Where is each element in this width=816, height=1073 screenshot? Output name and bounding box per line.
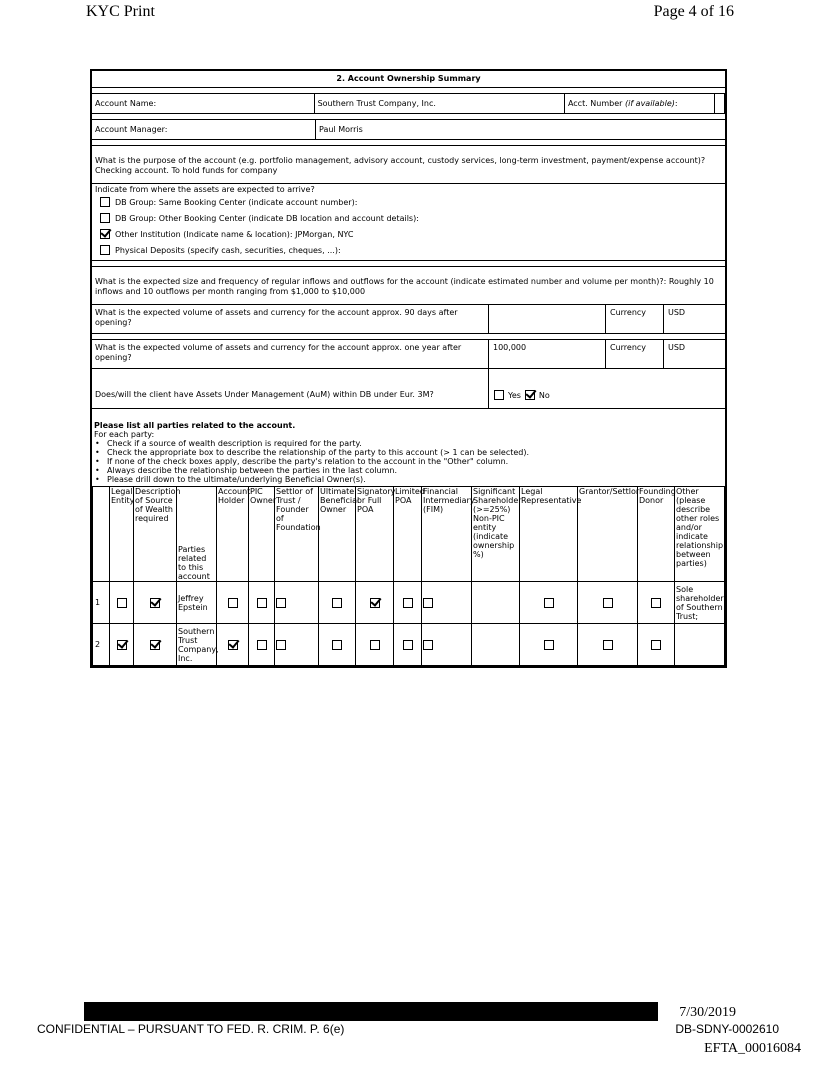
aum-question: Does/will the client have Assets Under Management (AuM) within DB under Eur. 3M? (92, 369, 489, 408)
signatory-checkbox[interactable] (370, 640, 380, 650)
significant-shareholder-value (472, 624, 520, 666)
fim-checkbox[interactable] (423, 640, 433, 650)
checkbox[interactable] (100, 197, 110, 207)
table-row (93, 624, 725, 666)
ubo-checkbox[interactable] (332, 598, 342, 608)
checkbox[interactable] (100, 213, 110, 223)
grantor-checkbox[interactable] (603, 598, 613, 608)
limited-poa-checkbox[interactable] (403, 598, 413, 608)
col-settlor: Settlor of Trust / Founder of Foundation (275, 487, 319, 582)
footer-date: 7/30/2019 (679, 1005, 736, 1020)
option-label: DB Group: Other Booking Center (indicate DB location and account details): (115, 213, 419, 223)
col-founding-donor: Founding Donor (638, 487, 675, 582)
founding-donor-checkbox[interactable] (651, 640, 661, 650)
col-legal-representative: Legal Representative (520, 487, 578, 582)
flows-question-text: What is the expected size and frequency of regular inflows and outflows for the account (indicate estimated number and volume per month)?: (95, 277, 667, 286)
col-legal-entity: Legal Entity (110, 487, 134, 582)
asset-option-other-institution[interactable] (100, 226, 722, 242)
parties-heading: Please list all parties related to the account. (94, 421, 296, 430)
flows-answer: Roughly 10 inflows and 10 outflows per month ranging from $1,000 to $10,000 (95, 277, 714, 296)
source-wealth-checkbox[interactable] (150, 640, 160, 650)
parties-bullets (94, 439, 722, 484)
option-label: Other Institution (Indicate name & location): (115, 229, 293, 239)
volume-1y-currency: USD (668, 343, 686, 352)
other-relationship: Sole shareholder of Southern Trust; (675, 582, 725, 624)
volume-90-question: What is the expected volume of assets and currency for the account approx. 90 days after opening? (92, 305, 489, 333)
table-row (93, 582, 725, 624)
settlor-checkbox[interactable] (276, 640, 286, 650)
col-significant-shareholder: Significant Shareholder (>=25%) Non-PIC entity (indicate ownership %) (472, 487, 520, 582)
volume-90-currency: USD (668, 308, 686, 317)
print-header-title: KYC Print (86, 3, 155, 20)
account-purpose (92, 146, 725, 184)
confidential-notice: CONFIDENTIAL – PURSUANT TO FED. R. CRIM. P. 6(e) (37, 1022, 345, 1036)
redaction-bar (84, 1002, 658, 1021)
volume-1y-value: 100,000 (489, 340, 606, 368)
table-header-row (93, 487, 725, 582)
account-manager-label: Account Manager: (92, 120, 316, 139)
col-other: Other (please describe other roles and/or indicate relationship between parties) (675, 487, 725, 582)
option-label: Physical Deposits (specify cash, securities, cheques, ...): (115, 245, 341, 255)
account-name-row (92, 94, 725, 114)
assets-origin (92, 184, 725, 261)
account-ownership-form (90, 69, 727, 668)
legal-rep-checkbox[interactable] (544, 640, 554, 650)
aum-no-label: No (538, 390, 550, 400)
volume-1y-currency-label: Currency (606, 340, 664, 368)
bullet: • Check if a source of wealth description is required for the party. (94, 439, 722, 448)
col-signatory: Signatory or Full POA (356, 487, 394, 582)
option-detail: JPMorgan, NYC (295, 229, 354, 239)
bullet: • Always describe the relationship between the parties in the last column. (94, 466, 722, 475)
volume-1y-question: What is the expected volume of assets and currency for the account approx. one year after opening? (92, 340, 489, 368)
fim-checkbox[interactable] (423, 598, 433, 608)
aum-yes-label: Yes (508, 390, 521, 400)
checkbox-checked[interactable] (100, 229, 110, 239)
row-number: 2 (93, 624, 110, 666)
checkbox[interactable] (100, 245, 110, 255)
founding-donor-checkbox[interactable] (651, 598, 661, 608)
grantor-checkbox[interactable] (603, 640, 613, 650)
asset-option-physical-deposits[interactable] (100, 242, 722, 258)
purpose-question: What is the purpose of the account (e.g. portfolio management, advisory account, custody services, long-term investment, payment/expense account)? (95, 156, 706, 165)
col-ubo: Ultimate Beneficial Owner (319, 487, 356, 582)
limited-poa-checkbox[interactable] (403, 640, 413, 650)
col-grantor-settlor: Grantor/Settlor (578, 487, 638, 582)
account-manager-row (92, 120, 725, 140)
parties-instructions (92, 409, 725, 486)
signatory-checkbox[interactable] (370, 598, 380, 608)
account-name-value: Southern Trust Company, Inc. (315, 94, 565, 113)
col-pic-owner: PIC Owner (249, 487, 275, 582)
page-number: Page 4 of 16 (653, 3, 734, 20)
party-name: Southern Trust Company, Inc. (177, 624, 217, 666)
parties-sub: For each party: (94, 430, 155, 439)
source-wealth-checkbox[interactable] (150, 598, 160, 608)
col-account-holder: Account Holder (217, 487, 249, 582)
account-manager-value: Paul Morris (319, 125, 363, 134)
account-holder-checkbox[interactable] (228, 598, 238, 608)
account-number-label: Acct. Number (if available): (565, 94, 715, 113)
volume-90-days-row (92, 305, 725, 334)
bullet: • Check the appropriate box to describe the relationship of the party to this account (> 1 can be selected). (94, 448, 722, 457)
aum-row (92, 369, 725, 409)
account-name-label: Account Name: (92, 94, 315, 113)
aum-answer (489, 382, 725, 400)
option-label: DB Group: Same Booking Center (indicate account number): (115, 197, 358, 207)
other-relationship (675, 624, 725, 666)
flows-question (92, 267, 725, 305)
purpose-answer: Checking account. To hold funds for company (95, 166, 278, 175)
ubo-checkbox[interactable] (332, 640, 342, 650)
volume-90-currency-label: Currency (606, 305, 664, 333)
assets-prompt: Indicate from where the assets are expected to arrive? (95, 185, 315, 194)
col-limited-poa: Limited POA (394, 487, 422, 582)
bullet: • Please drill down to the ultimate/underlying Beneficial Owner(s). (94, 475, 722, 484)
asset-option-same-booking-center[interactable] (100, 194, 722, 210)
col-parties: Parties related to this account (177, 487, 217, 582)
col-source-of-wealth: Description of Source of Wealth required (134, 487, 177, 582)
efta-number: EFTA_00016084 (704, 1041, 801, 1056)
parties-table (92, 486, 725, 666)
account-holder-checkbox[interactable] (228, 640, 238, 650)
aum-no-checkbox[interactable] (525, 390, 535, 400)
pic-owner-checkbox[interactable] (257, 640, 267, 650)
aum-yes-checkbox[interactable] (494, 390, 504, 400)
account-number-value (715, 94, 725, 113)
bullet: • If none of the check boxes apply, describe the party's relation to the account in the "Other" column. (94, 457, 722, 466)
party-name: Jeffrey Epstein (177, 582, 217, 624)
pic-owner-checkbox[interactable] (257, 598, 267, 608)
legal-entity-checkbox[interactable] (117, 640, 127, 650)
legal-entity-checkbox[interactable] (117, 598, 127, 608)
asset-option-other-booking-center[interactable] (100, 210, 722, 226)
significant-shareholder-value (472, 582, 520, 624)
volume-90-value (489, 305, 606, 333)
legal-rep-checkbox[interactable] (544, 598, 554, 608)
volume-one-year-row (92, 340, 725, 369)
row-number: 1 (93, 582, 110, 624)
col-fim: Financial Intermediary (FIM) (422, 487, 472, 582)
section-title: 2. Account Ownership Summary (92, 71, 725, 88)
bates-number: DB-SDNY-0002610 (675, 1022, 779, 1036)
settlor-checkbox[interactable] (276, 598, 286, 608)
